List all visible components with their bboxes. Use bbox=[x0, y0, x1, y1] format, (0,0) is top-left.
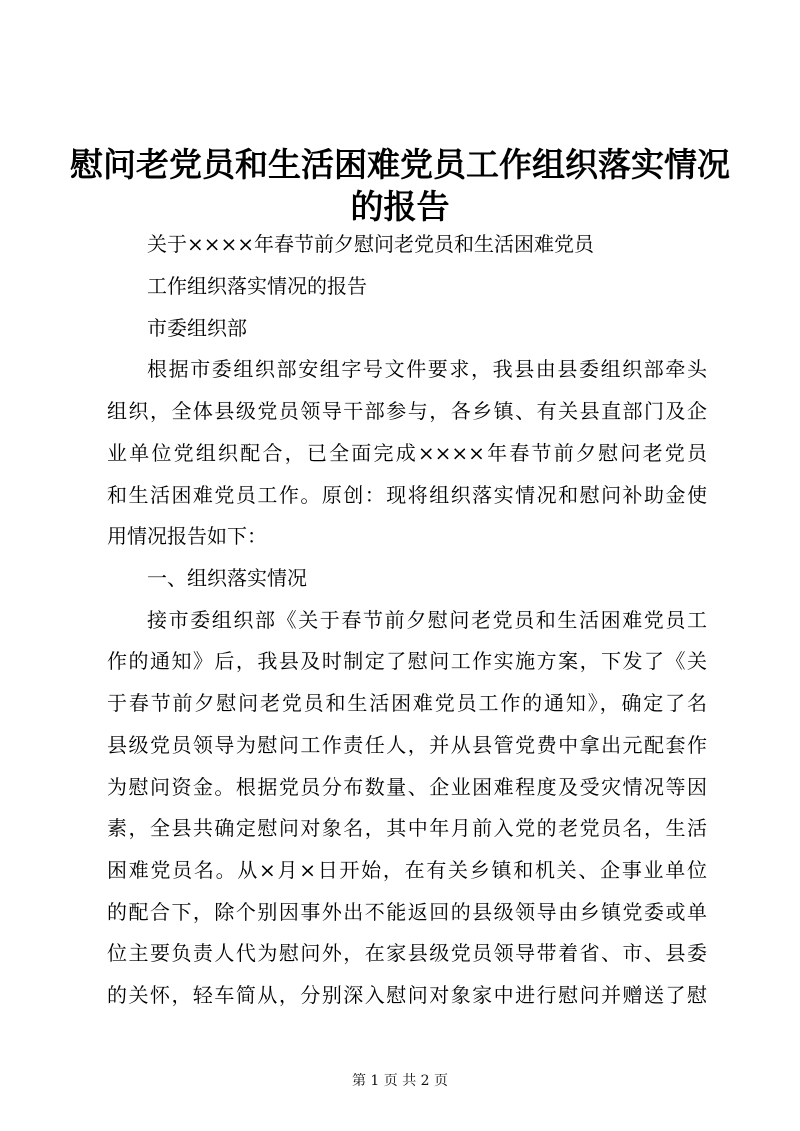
document-title-line-2: 的报告 bbox=[350, 187, 450, 226]
body-line: 根据市委组织部安组字号文件要求，我县由县委组织部牵头 bbox=[147, 357, 707, 381]
body-line: 市委组织部 bbox=[147, 316, 247, 340]
body-line: 的关怀，轻车简从，分别深入慰问对象家中进行慰问并赠送了慰 bbox=[107, 983, 707, 1007]
body-line: 素，全县共确定慰问对象名，其中年月前入党的老党员名，生活 bbox=[107, 816, 707, 840]
body-line: 的配合下，除个别因事外出不能返回的县级领导由乡镇党委或单 bbox=[107, 900, 707, 924]
body-line: 作的通知》后，我县及时制定了慰问工作实施方案，下发了《关 bbox=[107, 649, 707, 673]
body-line: 工作组织落实情况的报告 bbox=[147, 274, 367, 298]
body-line: 县级党员领导为慰问工作责任人，并从县管党费中拿出元配套作 bbox=[107, 733, 707, 757]
page-footer: 第 1 页 共 2 页 bbox=[351, 1073, 449, 1089]
body-line: 业单位党组织配合，已全面完成××××年春节前夕慰问老党员 bbox=[107, 441, 707, 465]
body-line: 用情况报告如下： bbox=[107, 524, 267, 548]
body-line: 组织，全体县级党员领导干部参与，各乡镇、有关县直部门及企 bbox=[107, 399, 707, 423]
body-line: 困难党员名。从×月×日开始，在有关乡镇和机关、企事业单位 bbox=[107, 858, 707, 882]
body-line: 于春节前夕慰问老党员和生活困难党员工作的通知》，确定了名 bbox=[107, 691, 707, 715]
body-line: 位主要负责人代为慰问外，在家县级党员领导带着省、市、县委 bbox=[107, 941, 707, 965]
document-title-line-1: 慰问老党员和生活困难党员工作组织落实情况 bbox=[70, 145, 730, 184]
body-line: 为慰问资金。根据党员分布数量、企业困难程度及受灾情况等因 bbox=[107, 775, 707, 799]
body-line: 接市委组织部《关于春节前夕慰问老党员和生活困难党员工 bbox=[147, 608, 707, 632]
section-heading: 一、组织落实情况 bbox=[147, 566, 307, 590]
body-line: 和生活困难党员工作。原创：现将组织落实情况和慰问补助金使 bbox=[107, 483, 707, 507]
body-line: 关于××××年春节前夕慰问老党员和生活困难党员 bbox=[147, 232, 595, 256]
